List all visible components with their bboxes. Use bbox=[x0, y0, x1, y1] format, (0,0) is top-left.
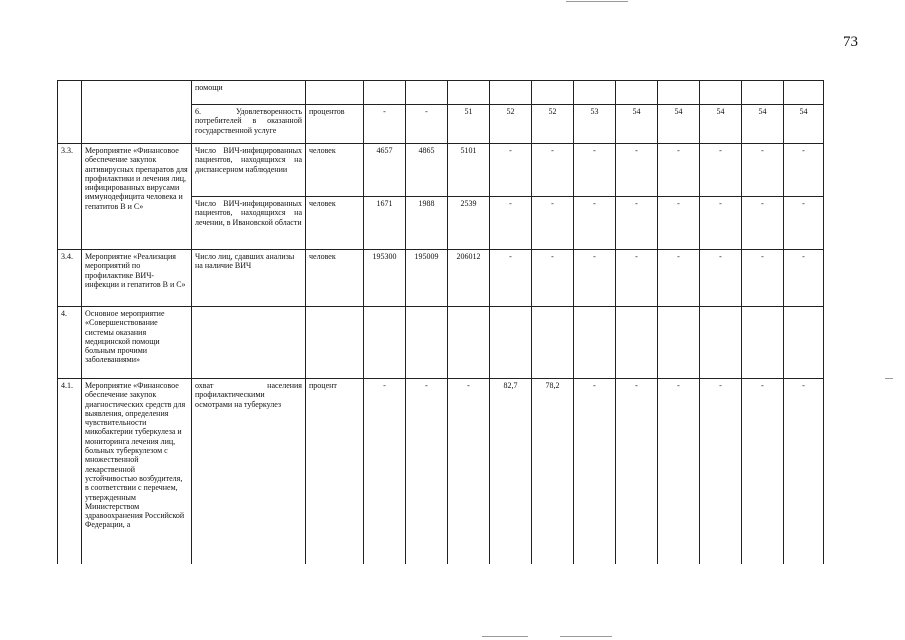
value-cell: - bbox=[700, 197, 742, 250]
value-cell: - bbox=[784, 197, 824, 250]
value-cell: 78,2 bbox=[532, 379, 574, 564]
value-cell: - bbox=[532, 250, 574, 307]
unit-cell: процент bbox=[306, 379, 364, 564]
value-cell: - bbox=[490, 250, 532, 307]
unit-cell bbox=[306, 81, 364, 105]
value-cell: - bbox=[784, 379, 824, 564]
value-cell: - bbox=[658, 197, 700, 250]
value-cell: - bbox=[574, 250, 616, 307]
value-cell: - bbox=[490, 144, 532, 197]
value-cell: 54 bbox=[658, 105, 700, 144]
value-cell: - bbox=[364, 105, 406, 144]
value-cell: - bbox=[532, 144, 574, 197]
value-cell: 206012 bbox=[448, 250, 490, 307]
value-cell: - bbox=[490, 197, 532, 250]
table-row bbox=[58, 81, 824, 105]
unit-cell: человек bbox=[306, 144, 364, 197]
value-cell: - bbox=[448, 379, 490, 564]
value-cell: - bbox=[616, 379, 658, 564]
value-cell: - bbox=[658, 250, 700, 307]
value-cell: 54 bbox=[616, 105, 658, 144]
value-cell: - bbox=[532, 197, 574, 250]
event-cell: Мероприятие «Финансовое обеспечение закупок антивирусных препаратов для профилактики и лечения лиц, инфицированных вирусами иммунодефицита человека и гепатитов В и С» bbox=[82, 144, 192, 250]
unit-cell: человек bbox=[306, 250, 364, 307]
num-cell: 3.4. bbox=[58, 250, 82, 307]
indicator-cell: 6. Удовлетворенность потребителей в оказанной государственной услуге bbox=[192, 105, 306, 144]
value-cell: - bbox=[364, 379, 406, 564]
page-number: 73 bbox=[843, 34, 858, 50]
value-cell: - bbox=[700, 250, 742, 307]
value-cell: 4657 bbox=[364, 144, 406, 197]
table-row bbox=[58, 307, 824, 379]
indicator-cell: охват населения профилактическими осмотрами на туберкулез bbox=[192, 379, 306, 564]
num-cell: 4. bbox=[58, 307, 82, 379]
value-cell: 51 bbox=[448, 105, 490, 144]
value-cell: - bbox=[616, 250, 658, 307]
value-cell: 52 bbox=[532, 105, 574, 144]
value-cell: 52 bbox=[490, 105, 532, 144]
value-cell: 82,7 bbox=[490, 379, 532, 564]
num-cell: 3.3. bbox=[58, 144, 82, 250]
value-cell: - bbox=[700, 144, 742, 197]
value-cell: 1671 bbox=[364, 197, 406, 250]
scan-mark-top bbox=[566, 1, 628, 2]
indicator-cell: Число ВИЧ-инфицированных пациентов, находящихся на диспансерном наблюдении bbox=[192, 144, 306, 197]
value-cell: - bbox=[742, 250, 784, 307]
event-cell: Мероприятие «Реализация мероприятий по профилактике ВИЧ-инфекции и гепатитов В и С» bbox=[82, 250, 192, 307]
value-cell: - bbox=[658, 379, 700, 564]
event-cell: Мероприятие «Финансовое обеспечение закупок диагностических средств для выявления, определения чувствительности микобактерии туберкулеза и мониторинга лечения лиц, больных туберкулезом с множественной лекарственной устойчивостью возбудителя, в соответствии с перечнем, утвержденным Министерством здравоохранения Российской Федерации, а bbox=[82, 379, 192, 564]
value-cell: - bbox=[574, 379, 616, 564]
value-cell: - bbox=[742, 144, 784, 197]
value-cell: 2539 bbox=[448, 197, 490, 250]
event-cell: Основное мероприятие «Совершенствование системы оказания медицинской помощи больным прочими заболеваниями» bbox=[82, 307, 192, 379]
value-cell: 54 bbox=[742, 105, 784, 144]
value-cell: 54 bbox=[700, 105, 742, 144]
value-cell: 53 bbox=[574, 105, 616, 144]
value-cell: - bbox=[742, 197, 784, 250]
value-cell: - bbox=[742, 379, 784, 564]
value-cell: - bbox=[406, 105, 448, 144]
num-cell bbox=[58, 81, 82, 144]
indicator-cell: Число лиц, сдавших анализы на наличие ВИЧ bbox=[192, 250, 306, 307]
value-cell: 54 bbox=[784, 105, 824, 144]
value-cell: 5101 bbox=[448, 144, 490, 197]
scan-mark-right bbox=[885, 378, 893, 379]
value-cell: - bbox=[784, 144, 824, 197]
table-row bbox=[58, 144, 824, 197]
value-cell: - bbox=[784, 250, 824, 307]
table-row bbox=[58, 250, 824, 307]
event-cell bbox=[82, 81, 192, 144]
value-cell: - bbox=[406, 379, 448, 564]
value-cell: - bbox=[700, 379, 742, 564]
value-cell: - bbox=[574, 144, 616, 197]
value-cell: 1988 bbox=[406, 197, 448, 250]
scan-mark-bottom bbox=[560, 636, 612, 637]
indicator-cell: помощи bbox=[192, 81, 306, 105]
data-table bbox=[57, 80, 824, 564]
value-cell: 195300 bbox=[364, 250, 406, 307]
indicator-cell: Число ВИЧ-инфицированных пациентов, находящихся на лечении, в Ивановской области bbox=[192, 197, 306, 250]
value-cell: - bbox=[658, 144, 700, 197]
value-cell: - bbox=[616, 197, 658, 250]
scan-mark-bottom bbox=[482, 636, 528, 637]
num-cell: 4.1. bbox=[58, 379, 82, 564]
unit-cell: процентов bbox=[306, 105, 364, 144]
value-cell: - bbox=[574, 197, 616, 250]
unit-cell: человек bbox=[306, 197, 364, 250]
value-cell: - bbox=[616, 144, 658, 197]
value-cell: 195009 bbox=[406, 250, 448, 307]
value-cell: 4865 bbox=[406, 144, 448, 197]
table-row bbox=[58, 379, 824, 564]
